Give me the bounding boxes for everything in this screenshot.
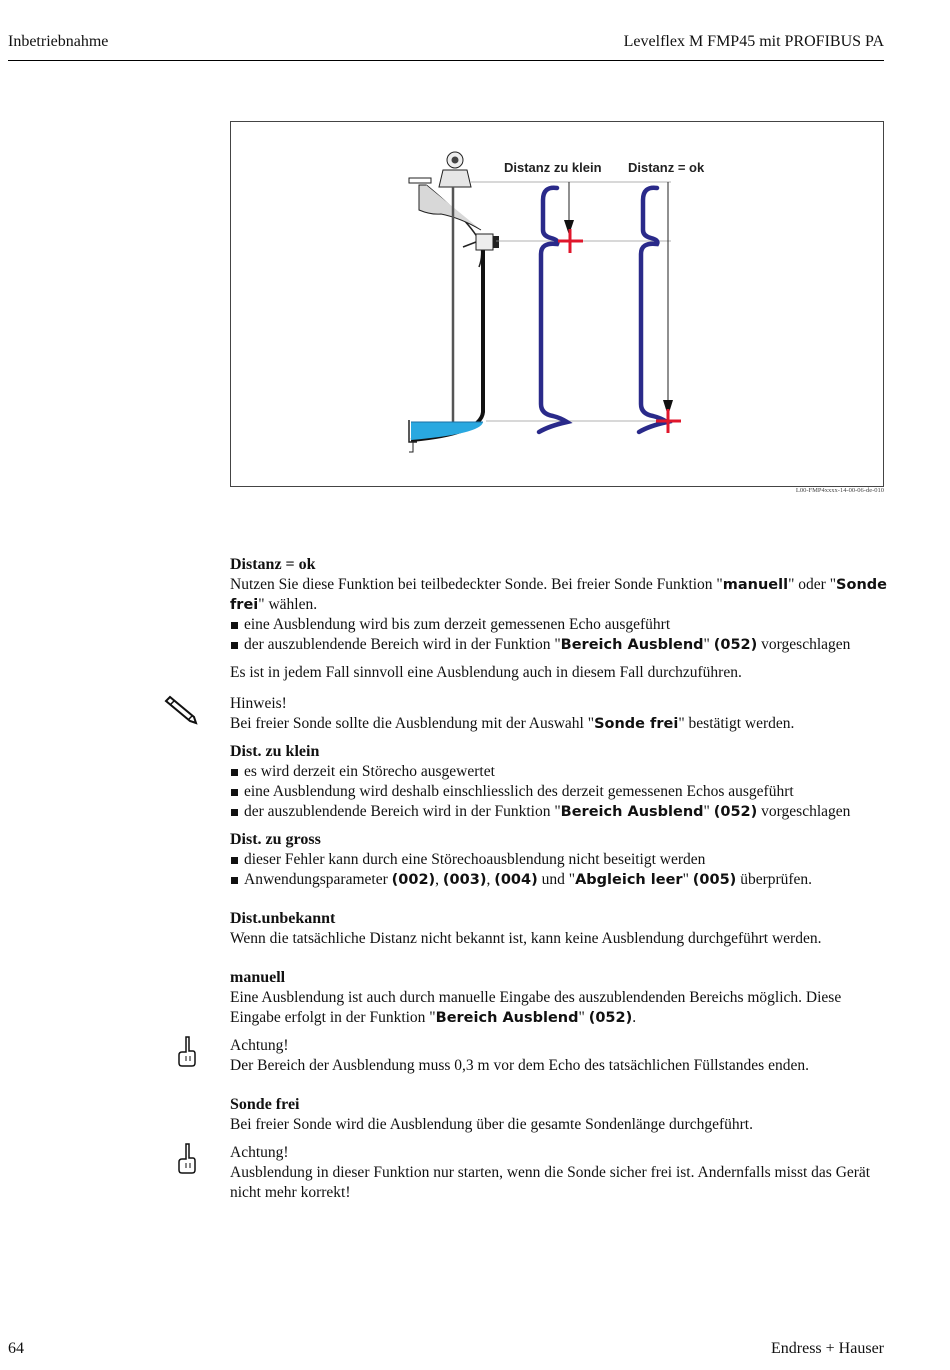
section-title-dist-zu-gross: Dist. zu gross (230, 831, 321, 848)
page-header (8, 30, 884, 61)
section-title-sonde-frei: Sonde frei (230, 1096, 300, 1113)
paragraph-sonde-frei: Bei freier Sonde wird die Ausblendung über die gesamte Sondenlänge durchgeführt. (230, 1116, 753, 1133)
list-item: es wird derzeit ein Störecho ausgewertet (230, 762, 890, 782)
list-item: Anwendungsparameter (002), (003), (004) und "Abgleich leer" (005) überprüfen. (230, 870, 890, 890)
echo-diagram-svg (231, 122, 883, 486)
list-item: dieser Fehler kann durch eine Störechoausblendung nicht beseitigt werden (230, 850, 890, 870)
paragraph-dist-unbekannt: Wenn die tatsächliche Distanz nicht bekannt ist, kann keine Ausblendung durchgeführt werden. (230, 930, 822, 947)
paragraph-distanz-ok-note: Es ist in jedem Fall sinnvoll eine Ausblendung auch in diesem Fall durchzuführen. (230, 664, 742, 681)
page-number: 64 (8, 1340, 24, 1357)
section-title-distanz-ok: Distanz = ok (230, 556, 316, 573)
achtung-note-1 (230, 1036, 890, 1076)
achtung-note-2 (230, 1143, 890, 1203)
note-text: Bei freier Sonde sollte die Ausblendung mit der Auswahl "Sonde frei" bestätigt werden. (230, 715, 795, 732)
figure-echo-diagram (230, 121, 884, 487)
hinweis-note (230, 694, 890, 734)
caution-text: Ausblendung in dieser Funktion nur starten, wenn die Sonde sicher frei ist. Andernfalls misst das Gerät nicht mehr korrekt! (230, 1164, 871, 1201)
tank-drawing (409, 152, 499, 452)
header-product-title: Levelflex M FMP45 mit PROFIBUS PA (623, 33, 884, 50)
header-section-title: Inbetriebnahme (8, 33, 109, 50)
echo-curve-right (639, 188, 667, 432)
pointing-finger-icon (162, 1142, 202, 1174)
label-distanz-zu-klein: Distanz zu klein (504, 160, 602, 175)
marker-cross-left (558, 229, 583, 253)
paragraph-distanz-ok: Nutzen Sie diese Funktion bei teilbedeckter Sonde. Bei freier Sonde Funktion "manuell" oder "Sonde frei" wählen. (230, 576, 887, 613)
pencil-icon (162, 693, 202, 725)
pointing-finger-icon (162, 1035, 202, 1067)
main-content (230, 555, 890, 1203)
section-title-manuell: manuell (230, 969, 286, 986)
footer-brand: Endress + Hauser (771, 1340, 884, 1357)
list-item: eine Ausblendung wird deshalb einschliesslich des derzeit gemessenen Echos ausgeführt (230, 782, 890, 802)
paragraph-manuell: Eine Ausblendung ist auch durch manuelle Eingabe des auszublendenden Bereichs möglich. Diese Eingabe erfolgt in der Funktion "Bereich Ausblend" (052). (230, 989, 842, 1026)
list-item: der auszublendende Bereich wird in der Funktion "Bereich Ausblend" (052) vorgeschlagen (230, 635, 890, 655)
marker-cross-right (656, 409, 681, 433)
list-item: der auszublendende Bereich wird in der Funktion "Bereich Ausblend" (052) vorgeschlagen (230, 802, 890, 822)
caution-text: Der Bereich der Ausblendung muss 0,3 m vor dem Echo des tatsächlichen Füllstandes enden. (230, 1057, 809, 1074)
section-title-dist-zu-klein: Dist. zu klein (230, 743, 320, 760)
label-distanz-ok: Distanz = ok (628, 160, 705, 175)
caution-title: Achtung! (230, 1144, 289, 1161)
list-item: eine Ausblendung wird bis zum derzeit gemessenen Echo ausgeführt (230, 615, 890, 635)
figure-code: L00-FMP4xxxx-14-00-06-de-010 (795, 487, 884, 494)
note-title: Hinweis! (230, 695, 287, 712)
section-title-dist-unbekannt: Dist.unbekannt (230, 910, 336, 927)
caution-title: Achtung! (230, 1037, 289, 1054)
echo-curve-left (539, 188, 567, 432)
